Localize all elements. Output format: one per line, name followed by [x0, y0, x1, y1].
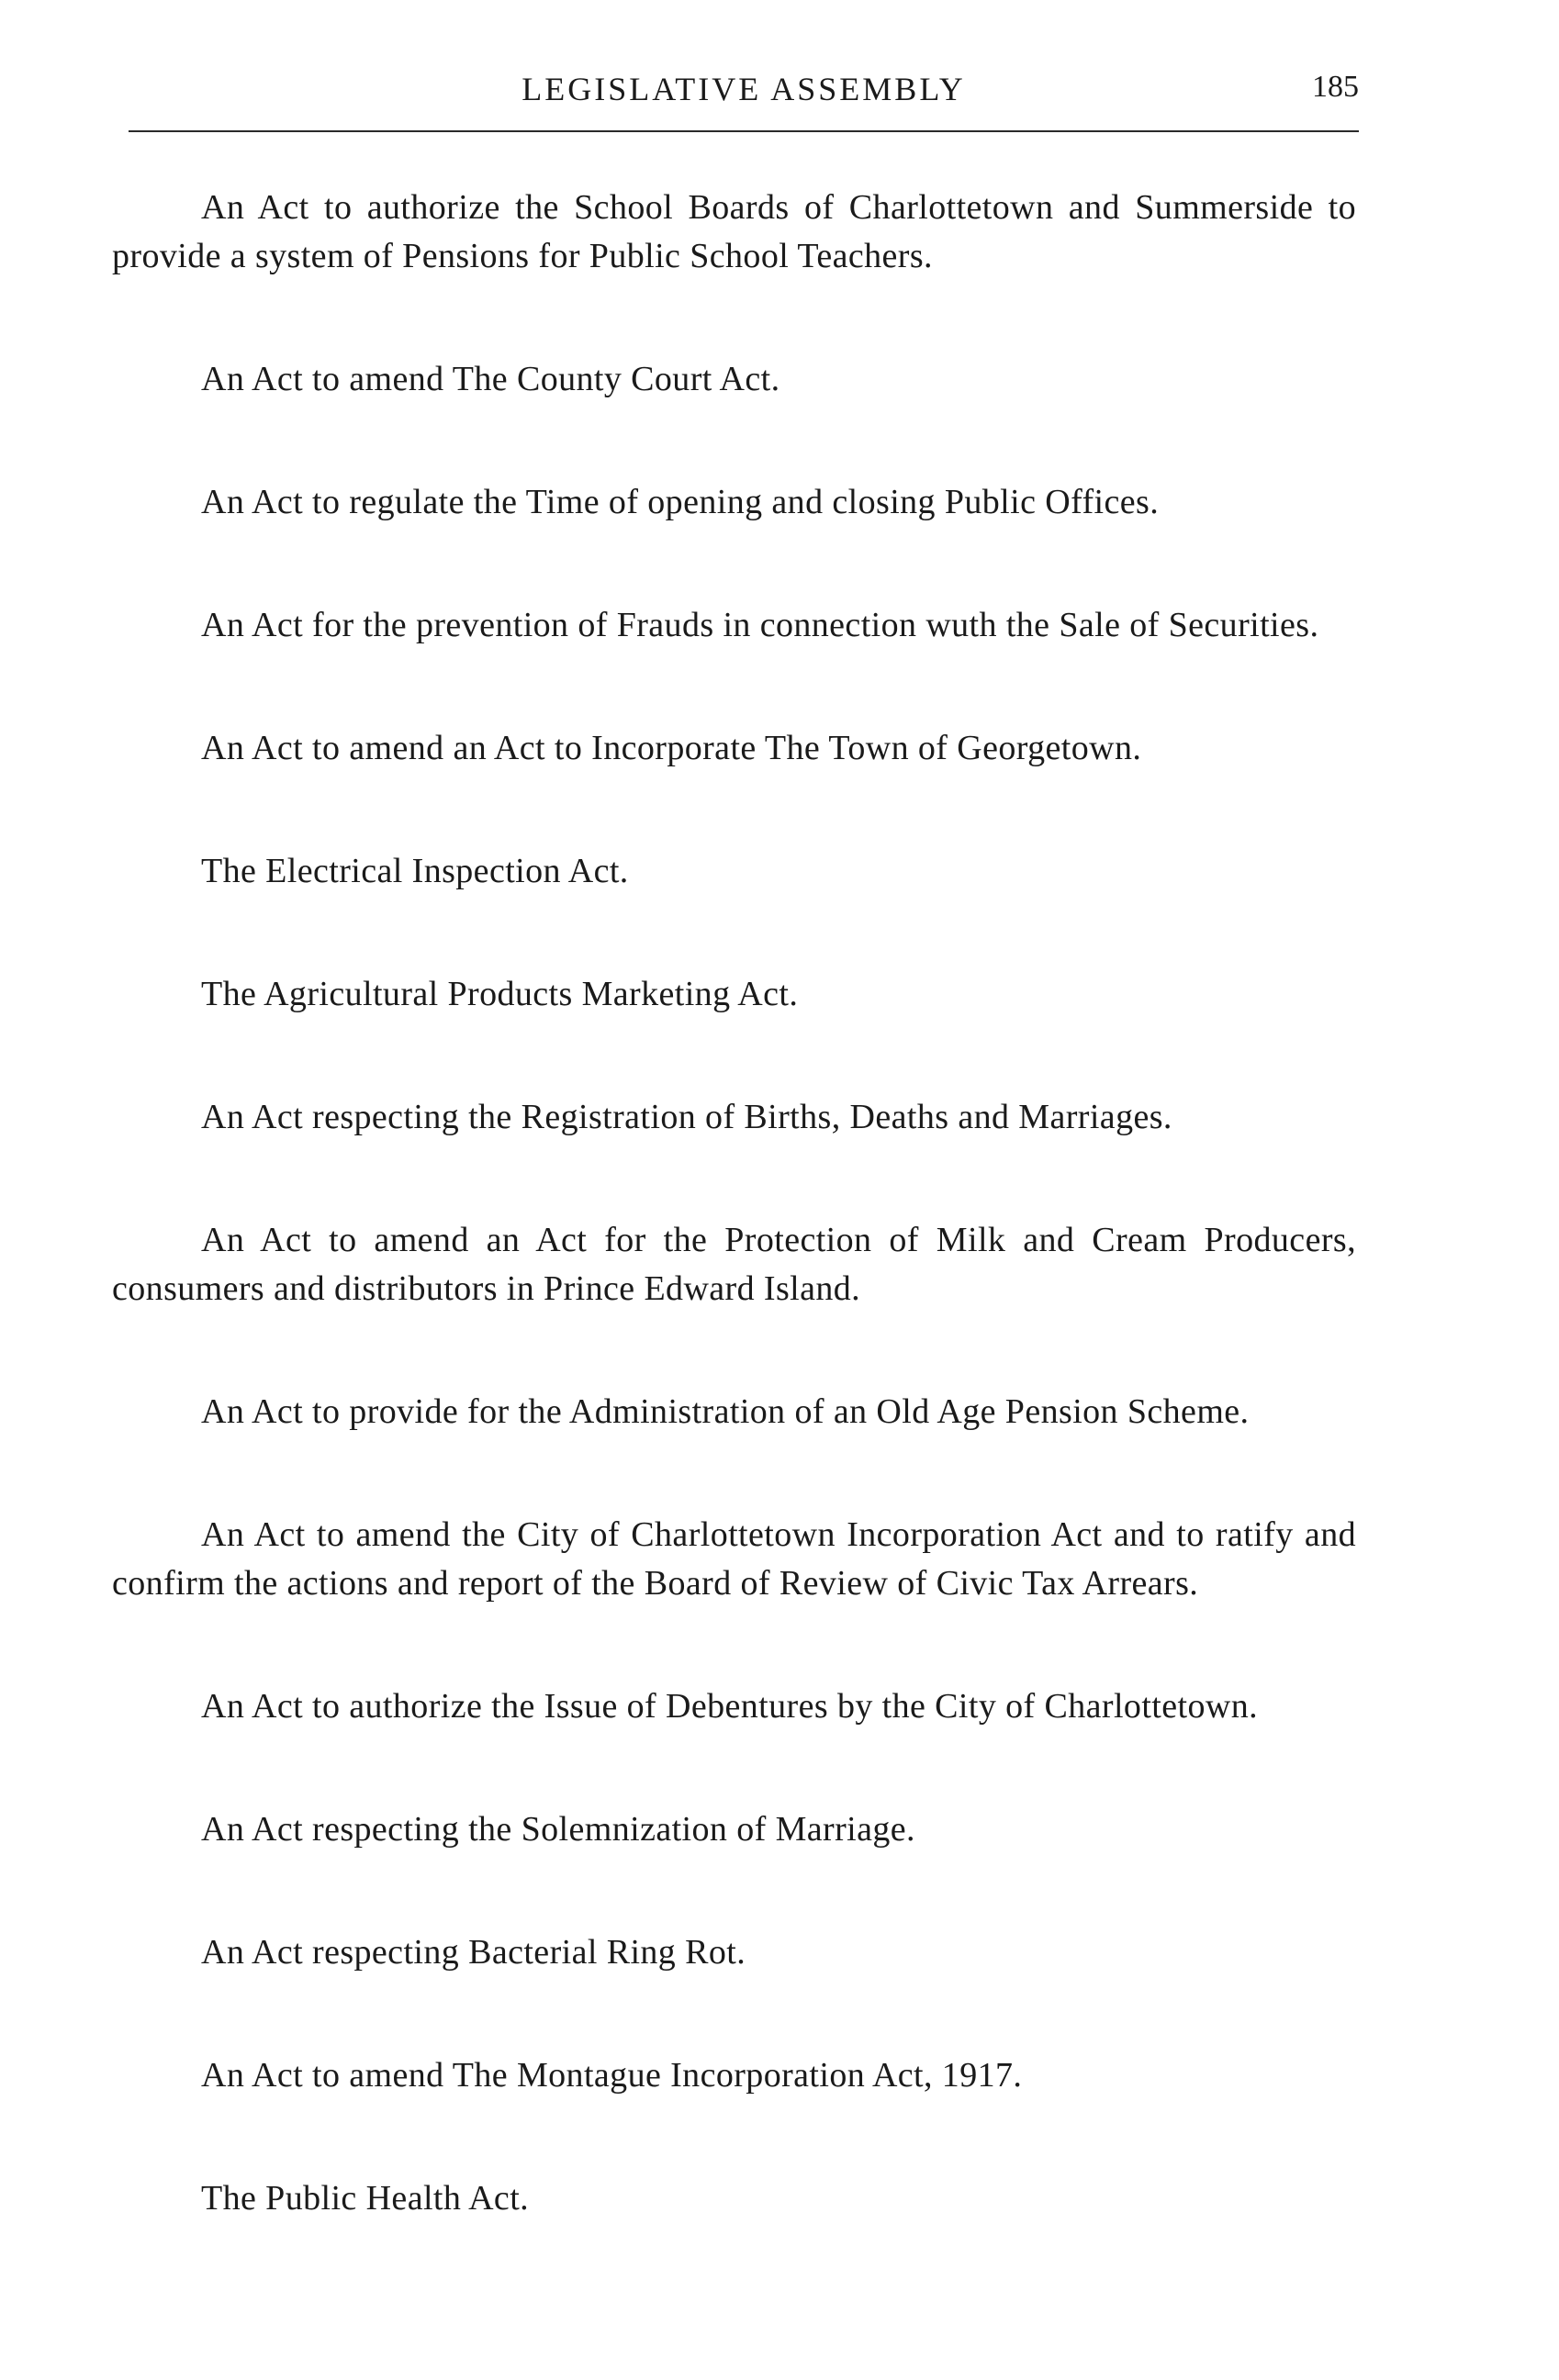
act-entry: The Agricultural Products Marketing Act. — [201, 975, 799, 1013]
act-entry: An Act respecting the Solemnization of Marriage. — [201, 1810, 915, 1849]
page-header — [129, 66, 1359, 132]
act-entry: An Act for the prevention of Frauds in connection wuth the Sale of Securities. — [201, 606, 1319, 644]
act-entry: An Act to authorize the Issue of Debentures by the City of Charlottetown. — [201, 1687, 1258, 1726]
act-entry: The Public Health Act. — [201, 2179, 530, 2218]
act-entry: An Act to regulate the Time of opening and closing Public Offices. — [201, 483, 1160, 521]
act-entry: An Act to authorize the School Boards of Charlottetown and Summerside to provide a system of Pensions for Public School Teachers. — [112, 188, 1356, 275]
act-entry: The Electrical Inspection Act. — [201, 852, 629, 890]
act-entry: An Act to provide for the Administration of an Old Age Pension Scheme. — [201, 1392, 1250, 1431]
act-entry: An Act to amend an Act for the Protection of Milk and Cream Producers, consumers and distributors in Prince Edward Island. — [112, 1221, 1356, 1308]
act-entry: An Act to amend The County Court Act. — [201, 360, 780, 398]
act-entry: An Act to amend an Act to Incorporate The Town of Georgetown. — [201, 729, 1142, 767]
running-head: LEGISLATIVE ASSEMBLY — [522, 71, 966, 107]
act-entry: An Act respecting Bacterial Ring Rot. — [201, 1933, 746, 1972]
act-entry: An Act respecting the Registration of Births, Deaths and Marriages. — [201, 1098, 1172, 1136]
page-number: 185 — [1312, 70, 1359, 104]
acts-list — [112, 184, 1356, 2223]
act-entry: An Act to amend The Montague Incorporation Act, 1917. — [201, 2056, 1023, 2095]
act-entry: An Act to amend the City of Charlottetown Incorporation Act and to ratify and confirm the actions and report of the Board of Review of Civic Tax Arrears. — [112, 1515, 1356, 1603]
